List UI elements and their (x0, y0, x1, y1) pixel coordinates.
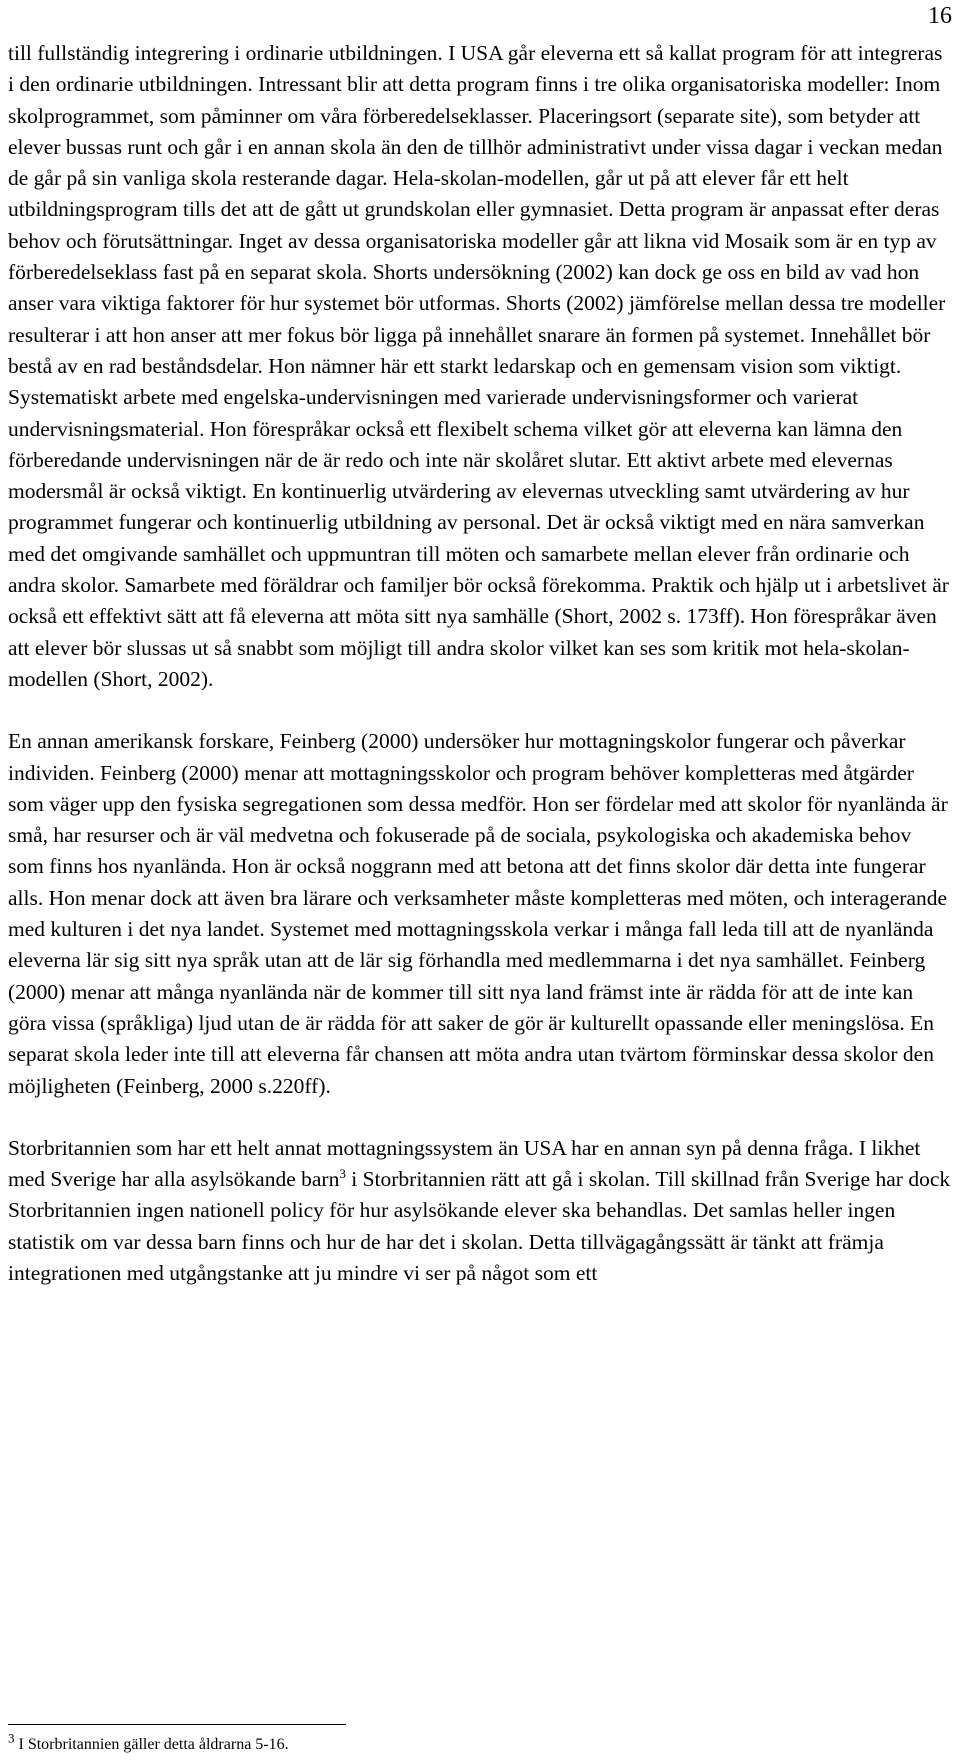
paragraph-integration-models: till fullständig integrering i ordinarie utbildningen. I USA går eleverna ett så kallat program för att integreras i den ordinarie utbildningen. Intressant blir att detta program finns i tre olika organisatoriska modeller: Inom skolprogrammet, som påminner om våra förberedelseklasser. Placeringsort (separate site), som betyder att elever bussas runt och går i en annan skola än den de tillhör administrativt under vissa dagar i veckan medan de går på sin vanliga skola resterande dagar. Hela-skolan-modellen, går ut på att elever får ett helt utbildningsprogram tills det att de gått ut grundskolan eller gymnasiet. Detta program är anpassat efter deras behov och förutsättningar. Inget av dessa organisatoriska modeller går att likna vid Mosaik som är en typ av förberedelseklass fast på en separat skola. Shorts undersökning (2002) kan dock ge oss en bild av vad hon anser vara viktiga faktorer för hur systemet bör utformas. Shorts (2002) jämförelse mellan dessa tre modeller resulterar i att hon anser att mer fokus bör ligga på innehållet snarare än formen på systemet. Innehållet bör bestå av en rad beståndsdelar. Hon nämner här ett starkt ledarskap och en gemensam vision som viktigt. Systematiskt arbete med engelska-undervisningen med varierade undervisningsformer och varierat undervisningsmaterial. Hon förespråkar också ett flexibelt schema vilket gör att eleverna kan lämna den förberedande undervisningen när de är redo och inte när skolåret slutar. Ett aktivt arbete med elevernas modersmål är också viktigt. En kontinuerlig utvärdering av elevernas utveckling samt utvärdering av hur programmet fungerar och kontinuerlig utbildning av personal. Det är också viktigt med en nära samverkan med det omgivande samhället och uppmuntran till möten och samarbete mellan elever från ordinarie och andra skolor. Samarbete med föräldrar och familjer bör också förekomma. Praktik och hjälp ut i arbetslivet är också ett effektivt sätt att få eleverna att möta sitt nya samhälle (Short, 2002 s. 173ff). Hon förespråkar även att elever bör slussas ut så snabbt som möjligt till andra skolor vilket kan ses som kritik mot hela-skolan-modellen (Short, 2002). (8, 41, 949, 691)
footnote-reference[interactable]: 3 (339, 1165, 346, 1181)
paragraph-spacer (8, 1102, 952, 1133)
page-body (8, 38, 952, 1289)
paragraph-text-before-footnote: Storbritannien som har ett helt annat mottagningssystem än USA har en annan syn på denna fråga. I likhet med Sverige har alla asylsökande barn (8, 1135, 921, 1192)
page-number: 16 (928, 3, 952, 29)
paragraph-text-after-footnote: i Storbritannien rätt att gå i skolan. Till skillnad från Sverige har dock Storbritannien ingen nationell policy för hur asylsökande elever ska behandlas. Det samlas heller ingen statistik om var dessa barn finns och hur de har det i skolan. Detta tillvägagångssätt är tänkt att främja integrationen med utgångstanke att ju mindre vi ser på något som ett (8, 1167, 951, 1285)
footnote-marker: 3 (8, 1730, 15, 1746)
paragraph-storbritannien (8, 1133, 952, 1289)
footnote-divider (8, 1724, 346, 1725)
footnote (8, 1730, 289, 1756)
paragraph-feinberg: En annan amerikansk forskare, Feinberg (2000) undersöker hur mottagningskolor fungerar och påverkar individen. Feinberg (2000) menar att mottagningsskolor och program behöver kompletteras med åtgärder som väger upp den fysiska segregationen som dessa medför. Hon ser fördelar med att skolor för nyanlända är små, har resurser och är väl medvetna och fokuserade på de sociala, psykologiska och akademiska behov som finns hos nyanlända. Hon är också noggrann med att betona att det finns skolor där detta inte fungerar alls. Hon menar dock att även bra lärare och verksamheter måste kompletteras med möten, och interagerande med kulturen i det nya landet. Systemet med mottagningsskola verkar i många fall leda till att de nyanlända eleverna lär sig sitt nya språk utan att de lär sig förhandla med medlemmarna i det nya samhället. Feinberg (2000) menar att många nyanlända när de kommer till sitt nya land främst inte är rädda för att de inte kan göra vissa (språkliga) ljud utan de är rädda för att saker de gör är kulturellt opassande eller meningslösa. En separat skola leder inte till att eleverna får chansen att möta andra utan tvärtom förminskar dessa skolor den möjligheten (Feinberg, 2000 s.220ff). (8, 729, 948, 1098)
footnote-text: I Storbritannien gäller detta åldrarna 5-16. (14, 1736, 289, 1753)
paragraph-spacer (8, 695, 952, 726)
